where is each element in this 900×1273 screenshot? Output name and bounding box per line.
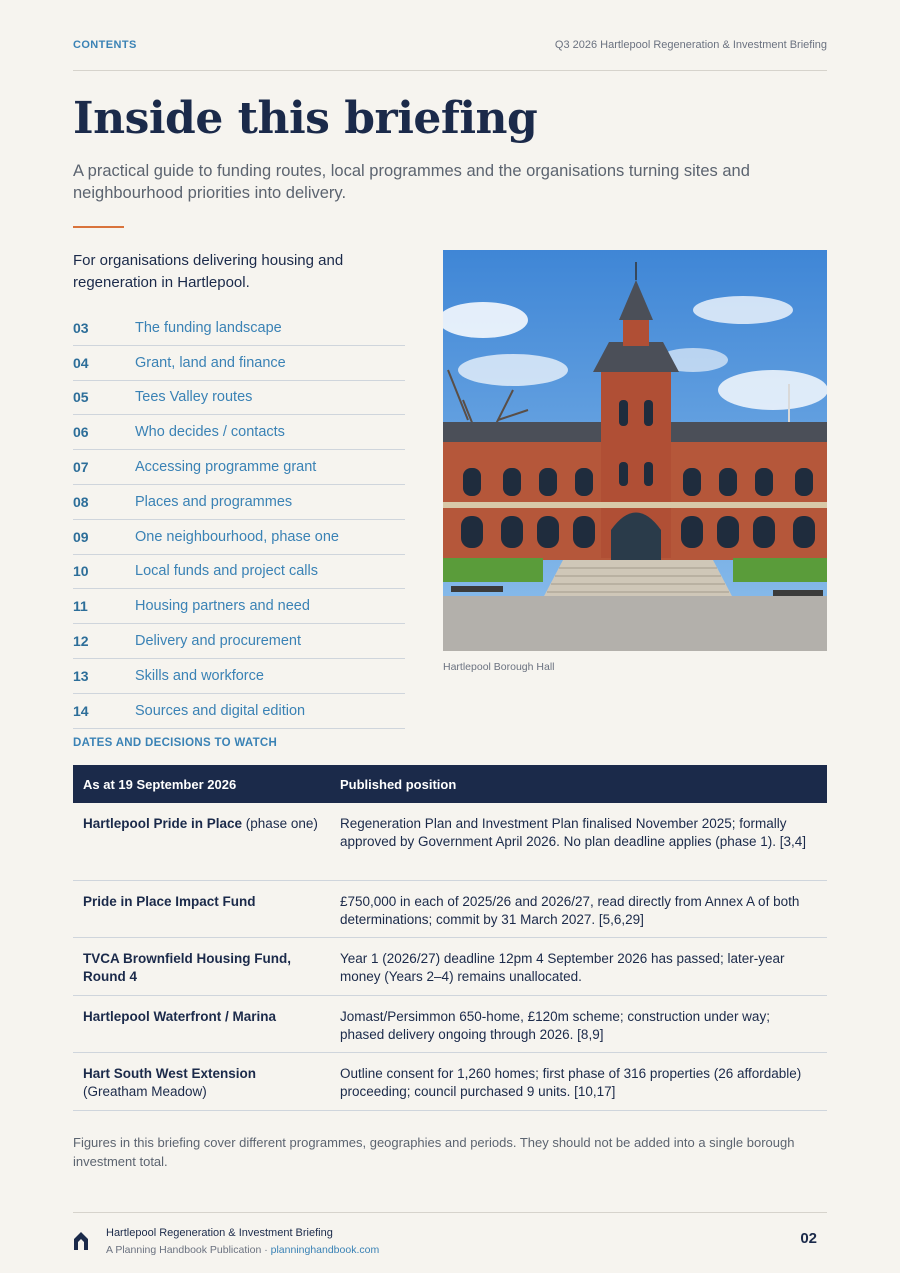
toc-item[interactable] bbox=[73, 624, 405, 659]
row-position: Jomast/Persimmon 650-home, £120m scheme; construction under way; phased delivery ongoing through 2026. [8,9] bbox=[330, 995, 827, 1052]
row-item-name: Pride in Place Impact Fund bbox=[83, 893, 256, 909]
toc-item[interactable] bbox=[73, 485, 405, 520]
footer-title: Hartlepool Regeneration & Investment Briefing bbox=[106, 1227, 333, 1239]
row-position: £750,000 in each of 2025/26 and 2026/27, read directly from Annex A of both determinations; commit by 31 March 2027. [5,6,29] bbox=[330, 880, 827, 937]
toc-page-number: 03 bbox=[73, 319, 89, 336]
footer-divider bbox=[73, 1212, 827, 1213]
row-item-qualifier: (Greatham Meadow) bbox=[83, 1083, 207, 1099]
toc-label[interactable]: Local funds and project calls bbox=[135, 563, 318, 580]
toc-item[interactable] bbox=[73, 555, 405, 590]
row-item-name: Hart South West Extension bbox=[83, 1065, 257, 1081]
toc-item[interactable] bbox=[73, 381, 405, 416]
toc-label[interactable]: Grant, land and finance bbox=[135, 354, 286, 371]
dates-heading: DATES AND DECISIONS TO WATCH bbox=[73, 737, 278, 749]
row-position: Year 1 (2026/27) deadline 12pm 4 September 2026 has passed; later-year money (Years 2–4) remains unallocated. bbox=[330, 937, 827, 995]
footer-publisher bbox=[106, 1244, 379, 1256]
toc-item[interactable] bbox=[73, 415, 405, 450]
running-head bbox=[73, 39, 827, 55]
toc-label[interactable]: The funding landscape bbox=[135, 319, 282, 336]
toc-item[interactable] bbox=[73, 311, 405, 346]
borough-hall-photo bbox=[443, 250, 827, 651]
row-item bbox=[73, 937, 330, 995]
section-tag: CONTENTS bbox=[73, 39, 137, 51]
toc-label[interactable]: Who decides / contacts bbox=[135, 424, 285, 441]
toc-page-number: 06 bbox=[73, 424, 89, 441]
borough-hall-illustration bbox=[443, 250, 827, 651]
toc-page-number: 11 bbox=[73, 598, 88, 615]
toc-item[interactable] bbox=[73, 694, 405, 729]
row-item-name: Hartlepool Waterfront / Marina bbox=[83, 1008, 277, 1024]
toc-page-number: 10 bbox=[73, 563, 89, 580]
photo-caption: Hartlepool Borough Hall bbox=[443, 661, 555, 673]
toc-item[interactable] bbox=[73, 520, 405, 555]
page-number: 02 bbox=[800, 1230, 817, 1247]
table-row bbox=[73, 880, 827, 937]
publisher-logo-icon bbox=[73, 1231, 89, 1251]
toc-page-number: 09 bbox=[73, 528, 89, 545]
toc-label[interactable]: Delivery and procurement bbox=[135, 633, 302, 650]
toc-item[interactable] bbox=[73, 450, 405, 485]
row-position: Regeneration Plan and Investment Plan finalised November 2025; formally approved by Government April 2026. No plan deadline applies (phase 1). [3,4] bbox=[330, 803, 827, 880]
dates-table bbox=[73, 765, 827, 1111]
column-header-position: Published position bbox=[330, 765, 827, 803]
row-item-qualifier: (phase one) bbox=[242, 816, 318, 831]
footnote: Figures in this briefing cover different programmes, geographies and periods. They should not be added into a single borough investment total. bbox=[73, 1135, 795, 1169]
row-item bbox=[73, 880, 330, 937]
row-item-name: TVCA Brownfield Housing Fund, Round 4 bbox=[83, 950, 291, 984]
toc-page-number: 13 bbox=[73, 667, 89, 684]
table-row bbox=[73, 1052, 827, 1110]
toc-page-number: 08 bbox=[73, 493, 89, 510]
toc-item[interactable] bbox=[73, 346, 405, 381]
toc-label[interactable]: Places and programmes bbox=[135, 493, 293, 510]
header-divider bbox=[73, 70, 827, 71]
toc-label[interactable]: Housing partners and need bbox=[135, 598, 310, 615]
table-of-contents bbox=[73, 311, 405, 729]
toc-page-number: 05 bbox=[73, 389, 89, 406]
footer-link[interactable]: planninghandbook.com bbox=[270, 1244, 380, 1256]
toc-page-number: 12 bbox=[73, 633, 89, 650]
toc-item[interactable] bbox=[73, 659, 405, 694]
page-lede: A practical guide to funding routes, local programmes and the organisations turning sites and neighbourhood priorities into delivery. bbox=[73, 162, 750, 202]
footer-publisher-text: A Planning Handbook Publication · bbox=[106, 1244, 271, 1256]
toc-page-number: 04 bbox=[73, 354, 89, 371]
row-position: Outline consent for 1,260 homes; first phase of 316 properties (26 affordable) proceeding; council purchased 9 units. [10,17] bbox=[330, 1052, 827, 1110]
toc-page-number: 14 bbox=[73, 702, 89, 719]
row-item bbox=[73, 803, 330, 880]
toc-label[interactable]: Tees Valley routes bbox=[135, 389, 253, 406]
toc-page-number: 07 bbox=[73, 459, 89, 476]
row-item bbox=[73, 995, 330, 1052]
toc-item[interactable] bbox=[73, 589, 405, 624]
column-header-as-at: As at 19 September 2026 bbox=[73, 765, 330, 803]
table-row bbox=[73, 803, 827, 880]
intro-text: For organisations delivering housing and regeneration in Hartlepool. bbox=[73, 252, 344, 291]
row-item-name: Hartlepool Pride in Place bbox=[83, 816, 243, 831]
row-item bbox=[73, 1052, 330, 1110]
contents-page bbox=[73, 0, 827, 1273]
toc-label[interactable]: Accessing programme grant bbox=[135, 459, 317, 476]
table-row bbox=[73, 995, 827, 1052]
toc-label[interactable]: Sources and digital edition bbox=[135, 702, 306, 719]
page-title: Inside this briefing bbox=[73, 93, 538, 144]
toc-label[interactable]: Skills and workforce bbox=[135, 667, 264, 684]
table-row bbox=[73, 937, 827, 995]
table-header-row bbox=[73, 765, 827, 803]
document-title: Q3 2026 Hartlepool Regeneration & Investment Briefing bbox=[554, 39, 827, 51]
toc-label[interactable]: One neighbourhood, phase one bbox=[135, 528, 339, 545]
accent-rule bbox=[73, 226, 124, 228]
